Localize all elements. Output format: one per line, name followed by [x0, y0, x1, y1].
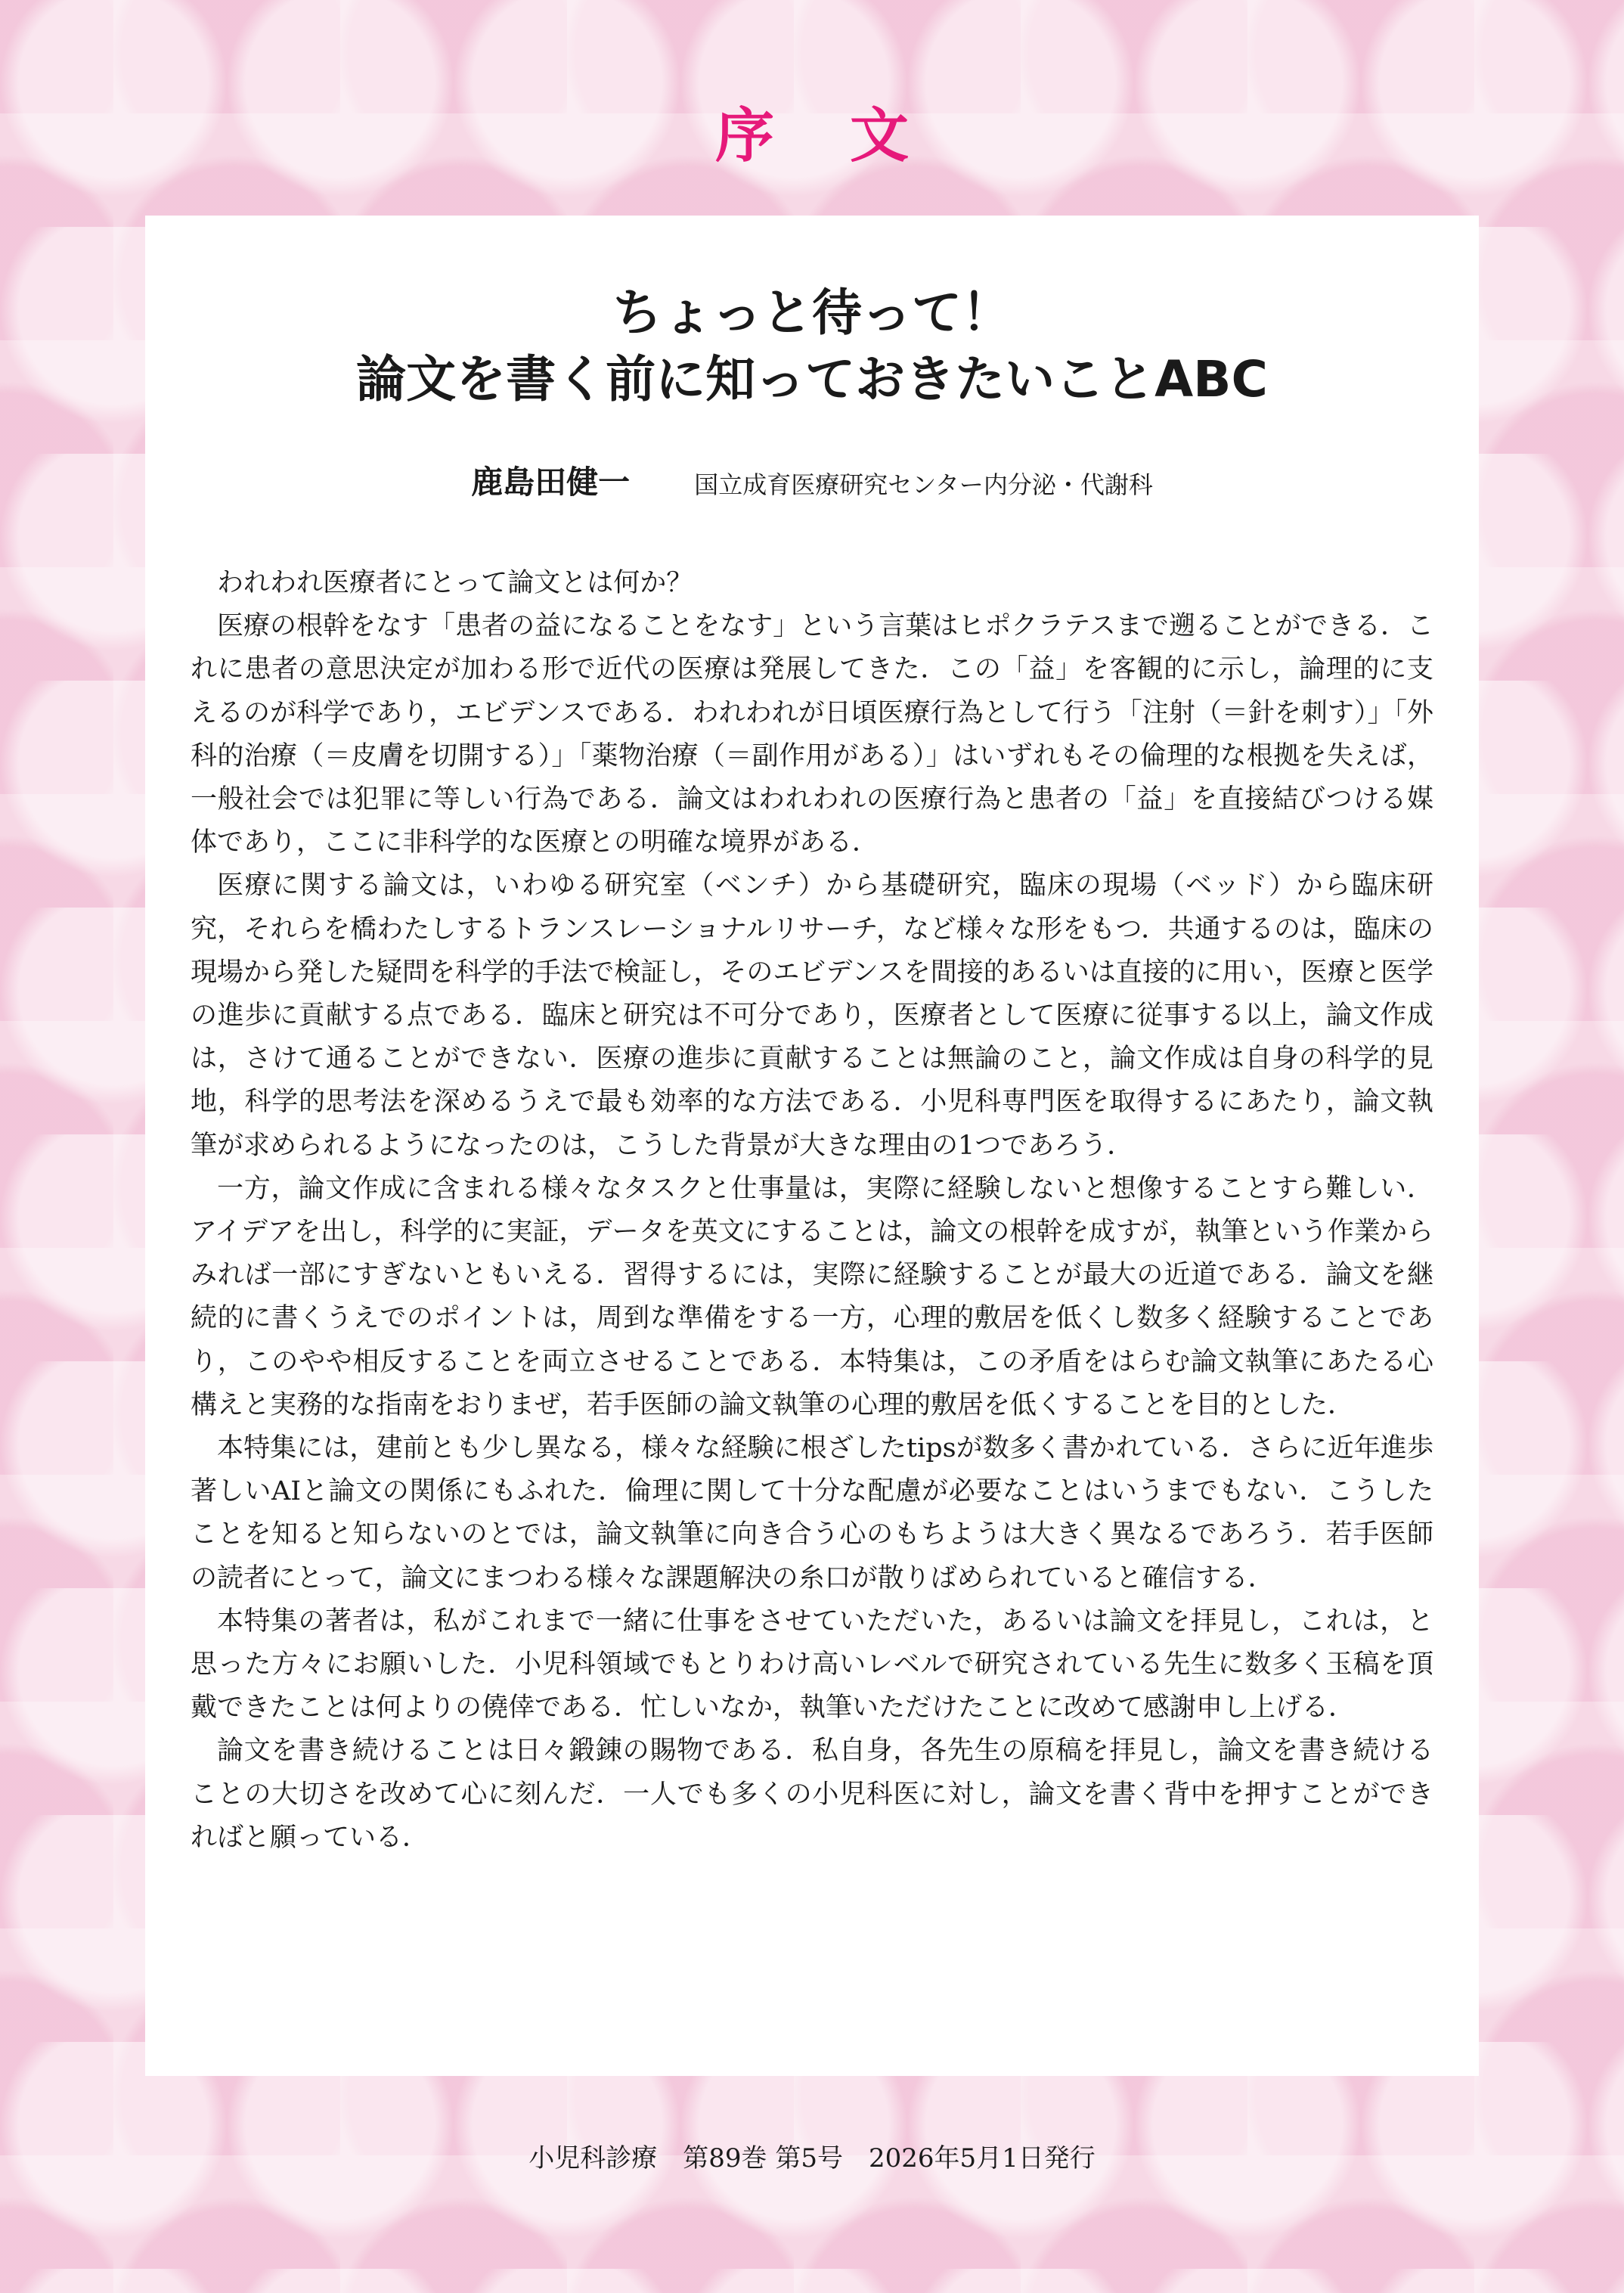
byline — [145, 458, 1479, 503]
paragraph: 一方，論文作成に含まれる様々なタスクと仕事量は，実際に経験しないと想像することすら難しい．アイデアを出し，科学的に実証，データを英文にすることは，論文の根幹を成すが，執筆という作業からみれば一部にすぎないともいえる．習得するには，実際に経験することが最大の近道である．論文を継続的に書くうえでのポイントは，周到な準備をする一方，心理的敷居を低くし数多く経験することであり，このやや相反することを両立させることである．本特集は，この矛盾をはらむ論文執筆にあたる心構えと実務的な指南をおりまぜ，若手医師の論文執筆の心理的敷居を低くすることを目的とした． — [191, 1173, 1433, 1420]
section-title: 序文 — [714, 102, 984, 170]
article-title-line2: 論文を書く前に知っておきたいことABC — [356, 350, 1268, 408]
paragraph: 医療の根幹をなす「患者の益になることをなす」という言葉はヒポクラテスまで遡ることができる．これに患者の意思決定が加わる形で近代の医療は発展してきた．この「益」を客観的に示し，論理的に支えるのが科学であり，エビデンスである．われわれが日頃医療行為として行う「注射（＝針を刺す）」「外科的治療（＝皮膚を切開する）」「薬物治療（＝副作用がある）」はいずれもその倫理的な根拠を失えば，一般社会では犯罪に等しい行為である．論文はわれわれの医療行為と患者の「益」を直接結びつける媒体であり，ここに非科学的な医療との明確な境界がある． — [191, 611, 1433, 858]
paragraph: 医療に関する論文は，いわゆる研究室（ベンチ）から基礎研究，臨床の現場（ベッド）から臨床研究，それらを橋わたしするトランスレーショナルリサーチ，など様々な形をもつ．共通するのは，臨床の現場から発した疑問を科学的手法で検証し，そのエビデンスを間接的あるいは直接的に用い，医療と医学の進歩に貢献する点である．臨床と研究は不可分であり，医療者として医療に従事する以上，論文作成は，さけて通ることができない．医療の進歩に貢献することは無論のこと，論文作成は自身の科学的見地，科学的思考法を深めるうえで最も効率的な方法である．小児科専門医を取得するにあたり，論文執筆が求められるようになったのは，こうした背景が大きな理由の1つであろう． — [191, 870, 1433, 1161]
paragraph: われわれ医療者にとって論文とは何か？ — [217, 568, 693, 598]
author-name: 鹿島田健一 — [471, 464, 631, 501]
article-body — [191, 562, 1433, 1860]
publication-footer: 小児科診療 第89巻 第5号 2026年5月1日発行 — [528, 2143, 1096, 2174]
paragraph: 論文を書き続けることは日々鍛錬の賜物である．私自身，各先生の原稿を拝見し，論文を書き続けることの大切さを改めて心に刻んだ．一人でも多くの小児科医に対し，論文を書く背中を押すことができればと願っている． — [191, 1736, 1433, 1853]
article-title — [145, 280, 1479, 413]
author-affiliation: 国立成育医療研究センター内分泌・代謝科 — [694, 470, 1153, 499]
paragraph: 本特集には，建前とも少し異なる，様々な経験に根ざしたtipsが数多く書かれている．さらに近年進歩著しいAIと論文の関係にもふれた．倫理に関して十分な配慮が必要なことはいうまでもない．こうしたことを知ると知らないのとでは，論文執筆に向き合う心のもちようは大きく異なるであろう．若手医師の読者にとって，論文にまつわる様々な課題解決の糸口が散りばめられていると確信する． — [191, 1433, 1433, 1593]
paragraph: 本特集の著者は，私がこれまで一緒に仕事をさせていただいた，あるいは論文を拝見し，これは，と思った方々にお願いした．小児科領域でもとりわけ高いレベルで研究されている先生に数多く玉稿を頂戴できたことは何よりの僥倖である．忙しいなか，執筆いただけたことに改めて感謝申し上げる． — [191, 1606, 1433, 1724]
article-title-line1: ちょっと待って！ — [612, 284, 1012, 342]
content-panel — [145, 216, 1479, 2076]
